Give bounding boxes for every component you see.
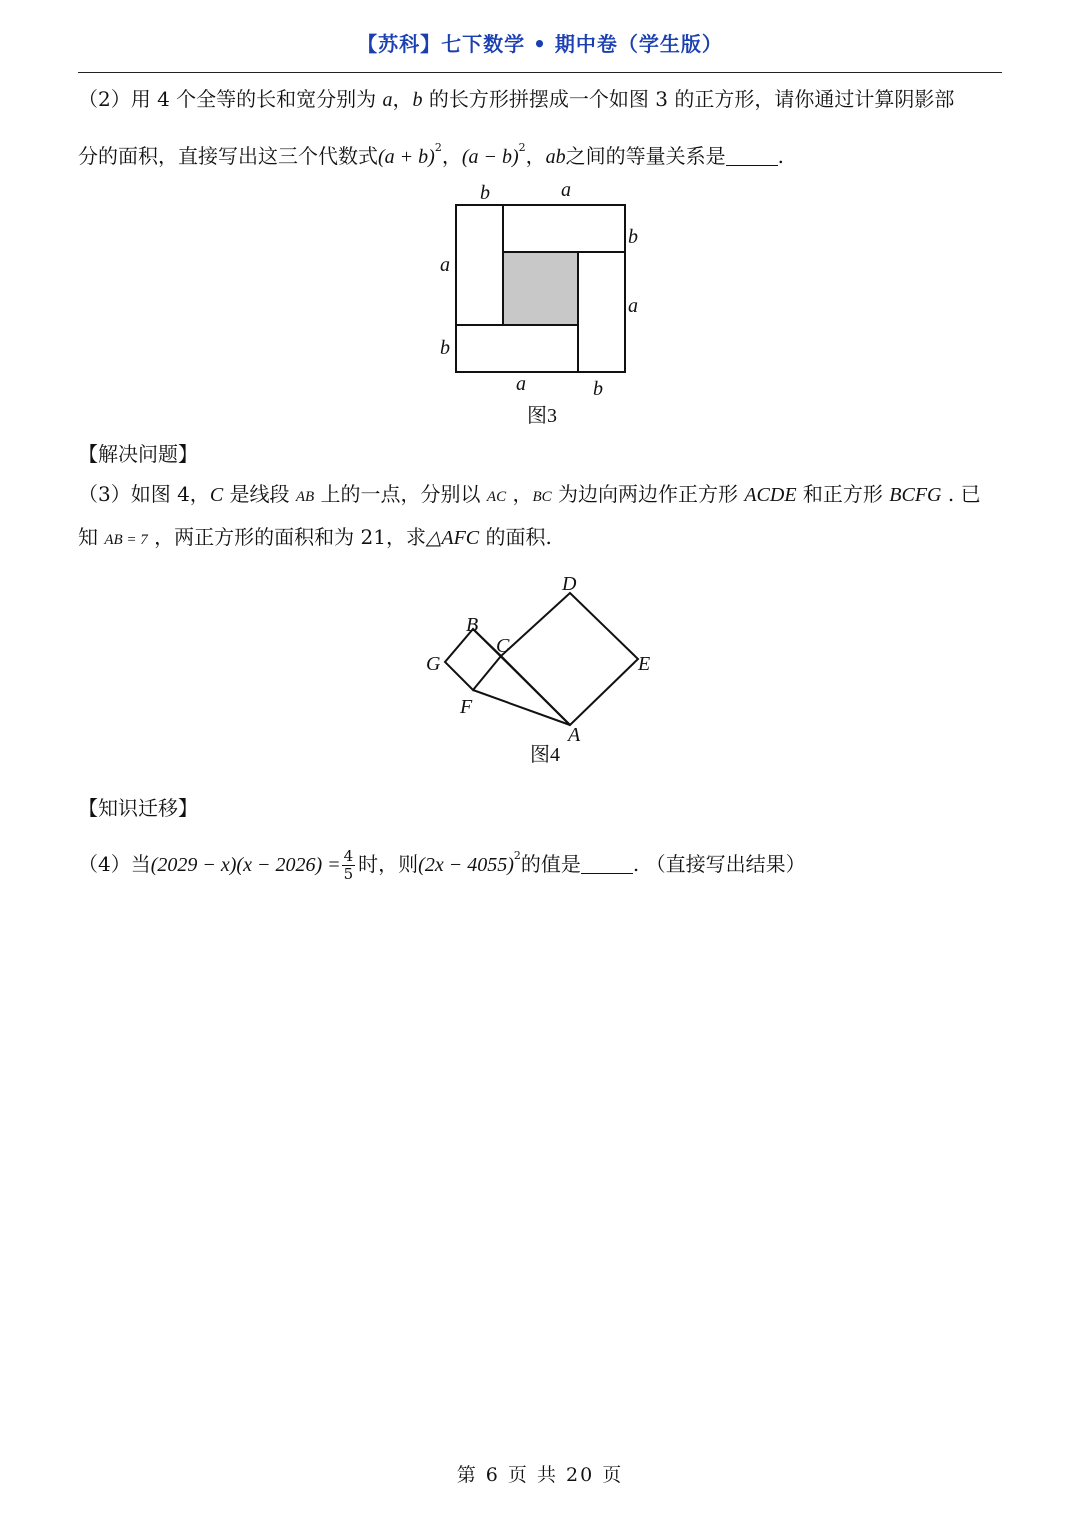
label-C: C <box>496 635 510 657</box>
label-right-a: a <box>628 295 638 317</box>
q3-line2-segment: AB = 7 <box>104 532 148 548</box>
q3-line1-segment: AC <box>486 489 507 505</box>
q3-line1-segment: （3）如图 4， <box>78 482 210 506</box>
answer-blank-q4 <box>581 853 633 874</box>
q3-line1-segment: 为边向两边作正方形 <box>551 482 745 506</box>
label-A: A <box>568 724 581 746</box>
section-solve: 【解决问题】 <box>78 442 198 466</box>
q4-line: （4）当(2029 − x)(x − 2026) = $\frac{4}{5}$ 时，则$(2x - 4055)^2$的值是 . （直接写出结果） <box>78 847 806 883</box>
square-ACDE <box>501 593 638 725</box>
q3-line1-segment: ， <box>506 482 533 506</box>
header-rule <box>78 72 1002 73</box>
square-BCFG <box>445 629 501 690</box>
label-top-b: b <box>480 182 490 204</box>
expr-product: (2029 − x)(x − 2026) = <box>150 854 341 876</box>
fraction-4-5: $\frac{4}{5}$ <box>343 847 354 883</box>
figure-3 <box>420 175 660 435</box>
expr-a-minus-b: (a − b) <box>461 146 519 168</box>
shaded-square <box>503 252 578 325</box>
q3-line1-segment: . 已 <box>941 482 981 506</box>
label-right-b: b <box>628 226 638 248</box>
q3-line2-segment: 的面积. <box>479 525 552 549</box>
figure-4 <box>410 570 670 770</box>
figure-3-caption: 图3 <box>527 405 557 427</box>
label-B: B <box>466 614 479 636</box>
page-header: 【苏科】七下数学 • 期中卷（学生版） <box>357 32 723 56</box>
q2-line1: （2）用 4 个全等的长和宽分别为 a，b 的长方形拼摆成一个如图 3 的正方形，请你通过计算阴影部 <box>78 87 955 111</box>
q3-line2-segment: 知 <box>78 525 105 549</box>
label-top-a: a <box>561 179 571 201</box>
q3-line1 <box>78 479 1008 512</box>
answer-blank-q2 <box>726 145 778 166</box>
label-G: G <box>426 653 441 675</box>
label-F: F <box>460 696 473 718</box>
q3-line1-segment: 和正方形 <box>796 482 890 506</box>
page-footer: 第 6 页 共 20 页 <box>456 1464 624 1486</box>
figure-4-caption: 图4 <box>530 744 560 766</box>
label-left-a: a <box>440 254 450 276</box>
label-bottom-a: a <box>516 373 526 395</box>
q3-line1-segment: BC <box>532 489 552 505</box>
q3-line1-segment: 是线段 <box>223 482 296 506</box>
expr-ab: ab <box>545 146 566 168</box>
q3-line2 <box>78 522 1008 555</box>
q3-line1-segment: BCFG <box>889 484 942 506</box>
segment-AB <box>473 629 570 725</box>
label-left-b: b <box>440 337 450 359</box>
q3-line2-segment: ，两正方形的面积和为 21，求 <box>147 525 426 549</box>
expr-square: (2x − 4055) <box>418 854 514 876</box>
segment-AF <box>473 690 570 725</box>
label-bottom-b: b <box>593 378 603 400</box>
q3-line1-segment: 上的一点，分别以 <box>314 482 487 506</box>
section-transfer: 【知识迁移】 <box>78 796 198 820</box>
q2-line2: 分的面积，直接写出这三个代数式$(a + b)^2$，$(a - b)^2$，ab之间的等量关系是 . <box>78 141 785 168</box>
q3-line2-segment: △AFC <box>425 527 480 549</box>
label-D: D <box>562 573 577 595</box>
q3-line1-segment: C <box>209 484 224 506</box>
q3-line1-segment: ACDE <box>744 484 797 506</box>
expr-a-plus-b: (a + b) <box>378 146 435 168</box>
q3-line1-segment: AB <box>295 489 315 505</box>
label-E: E <box>638 653 651 675</box>
